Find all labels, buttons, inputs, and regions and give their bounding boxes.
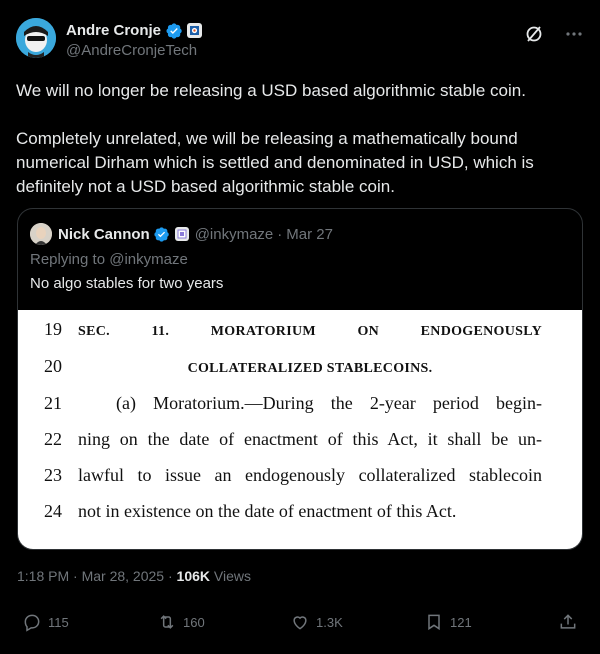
reply-count: 115 [48,614,69,630]
doc-line-text: ning on the date of enactment of this Act, it shall be un- [78,429,542,449]
views-label: Views [210,568,251,584]
doc-word: 11. [151,324,170,339]
doc-line-text: COLLATERALIZED STABLECOINS. [187,361,433,376]
quote-document-image[interactable] [18,310,582,550]
repost-button[interactable] [157,612,205,632]
quote-affiliate-badge-icon[interactable] [175,227,189,241]
doc-line-number: 24 [44,501,62,521]
quoted-tweet[interactable] [17,208,583,550]
doc-line-number: 22 [44,429,62,449]
bookmark-count: 121 [450,614,472,630]
reply-icon [22,612,42,632]
views-count: 106K [176,568,210,584]
grok-icon[interactable] [524,24,544,44]
like-count: 1.3K [316,614,343,630]
quote-author-name[interactable]: Nick Cannon [58,225,150,243]
doc-line-text: not in existence on the date of enactment of this Act. [78,501,457,521]
doc-line [18,465,582,495]
doc-line [18,501,582,531]
like-icon [290,612,310,632]
quote-separator: · [277,225,283,243]
doc-line-text: lawful to issue an endogenously collateralized stablecoin [78,465,542,485]
doc-line-text: (a) Moratorium.—During the 2-year period begin- [116,393,542,413]
quote-author-avatar[interactable] [30,223,52,245]
quote-text: No algo stables for two years [30,275,224,292]
bookmark-icon [424,612,444,632]
doc-word: MORATORIUM [210,324,316,339]
tweet-meta [17,568,251,584]
repost-count: 160 [183,614,205,630]
like-button[interactable] [290,612,343,632]
doc-line [18,393,582,423]
share-button[interactable] [558,612,578,632]
doc-line-number: 19 [44,319,62,339]
bookmark-button[interactable] [424,612,472,632]
doc-word: ON [357,324,380,339]
affiliate-badge-icon[interactable] [187,23,202,38]
tweet-header [16,18,584,62]
quote-date[interactable]: Mar 27 [286,225,333,243]
more-options-icon[interactable] [564,24,584,44]
repost-icon [157,612,177,632]
author-handle[interactable]: @AndreCronjeTech [66,42,198,59]
doc-line-number: 21 [44,393,62,413]
action-bar [0,612,600,642]
verified-badge-icon[interactable] [165,22,183,40]
doc-line-number: 23 [44,465,62,485]
share-icon [558,612,578,632]
author-avatar[interactable] [16,18,56,58]
author-display-name[interactable]: Andre Cronje [66,22,162,39]
doc-word: ENDOGENOUSLY [420,324,542,339]
quote-replying-to[interactable]: Replying to @inkymaze [30,251,188,268]
tweet-paragraph-1: We will no longer be releasing a USD based algorithmic stable coin. [16,81,526,100]
quote-verified-badge-icon[interactable] [153,226,170,243]
quote-author-handle[interactable]: @inkymaze [194,225,274,243]
doc-word: SEC. [78,324,110,339]
reply-button[interactable] [22,612,69,632]
doc-line [18,356,582,386]
doc-line-number: 20 [44,356,62,376]
doc-line [18,429,582,459]
tweet-timestamp[interactable]: 1:18 PM · Mar 28, 2025 · [17,568,177,584]
tweet-text [16,79,584,199]
doc-line [18,319,582,349]
tweet-paragraph-2: Completely unrelated, we will be releasing a mathematically bound numerical Dirham which is settled and denominated in USD, which is definitely not a USD based algorithmic stable coin. [16,129,534,196]
